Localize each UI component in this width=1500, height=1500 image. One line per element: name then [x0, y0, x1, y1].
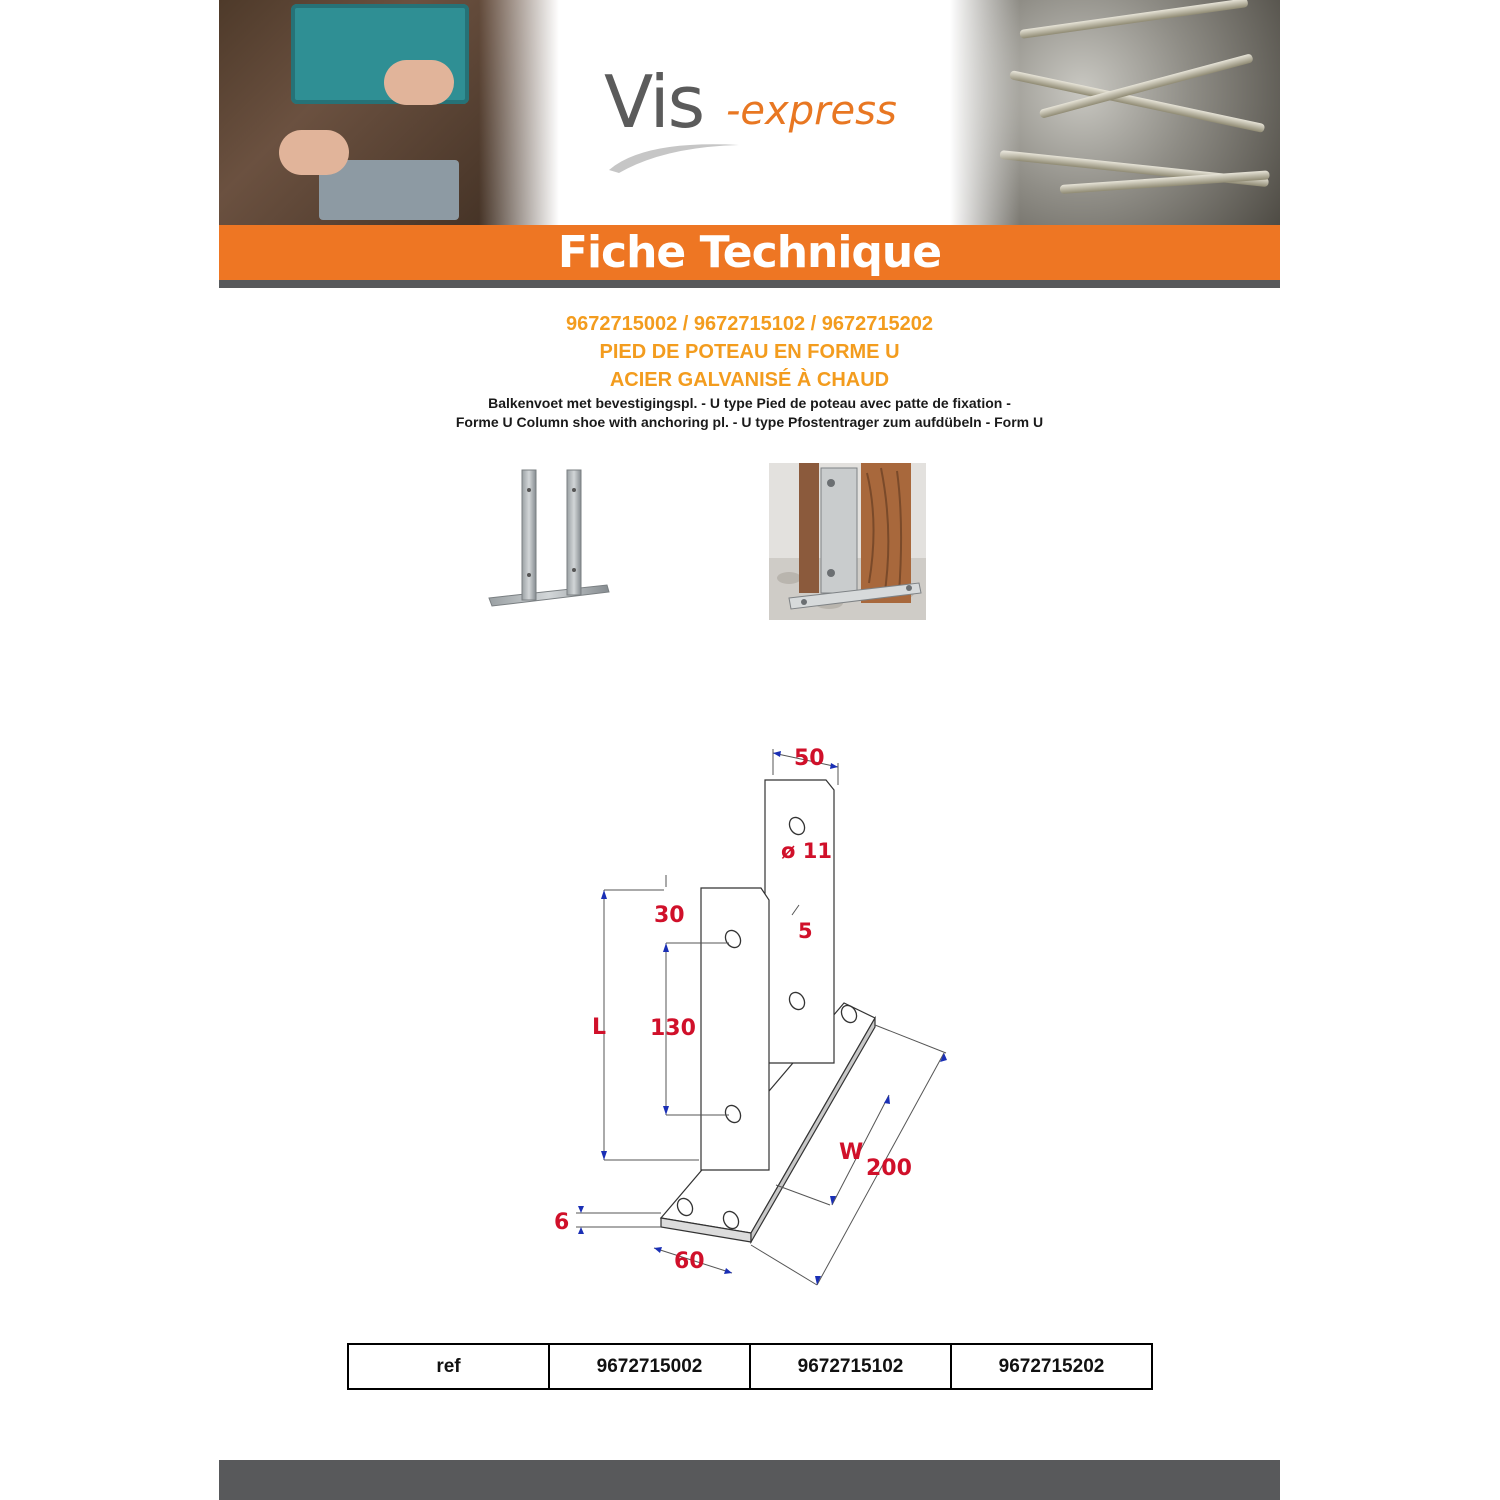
vis-express-logo — [604, 60, 904, 180]
dim-width-top: 50 — [794, 746, 825, 771]
table-ref-cell: 9672715102 — [750, 1344, 951, 1389]
screw-image — [1019, 0, 1248, 39]
divider — [219, 280, 1280, 288]
title-bar — [219, 225, 1280, 280]
product-name-line1: PIED DE POTEAU EN FORME U — [599, 341, 900, 363]
front-upright — [701, 888, 769, 1170]
dim-plate-length: 200 — [866, 1156, 912, 1181]
workshop-photo — [219, 0, 559, 225]
screws-photo — [950, 0, 1280, 225]
dim-w-label: W — [839, 1140, 864, 1165]
dim-hole-spacing: 130 — [650, 1016, 696, 1041]
product-name-line2: ACIER GALVANISÉ À CHAUD — [609, 369, 890, 391]
logo-vis-text: Vis — [604, 60, 704, 144]
reference-table — [347, 1343, 1153, 1390]
hand-image — [384, 60, 454, 105]
dim-hole-diameter: ø 11 — [781, 839, 832, 863]
header-banner — [219, 0, 1280, 225]
product-desc-line1: Balkenvoet met bevestigingspl. - U type Pied de poteau avec patte de fixation - — [488, 395, 1011, 411]
dim-plate-width: 60 — [674, 1249, 705, 1274]
product-titles — [219, 310, 1280, 432]
table-header-cell: ref — [348, 1344, 549, 1389]
dim-top-offset: 30 — [654, 903, 685, 928]
logo-swoosh-icon — [604, 135, 744, 175]
product-desc-line2: Forme U Column shoe with anchoring pl. - U type Pfostentrager zum aufdübeln - Form U — [455, 414, 1044, 430]
product-photo — [487, 465, 612, 610]
banner-title: Fiche Technique — [557, 227, 942, 278]
logo-express-text: -express — [726, 88, 897, 134]
footer-bar — [219, 1460, 1280, 1500]
product-refs: 9672715002 / 9672715102 / 9672715202 — [565, 313, 934, 335]
hand-image — [279, 130, 349, 175]
technical-sheet-page — [219, 0, 1280, 1500]
dim-plate-thickness: 6 — [554, 1210, 570, 1235]
table-row — [348, 1344, 1152, 1389]
table-ref-cell: 9672715002 — [549, 1344, 750, 1389]
technical-drawing — [544, 735, 964, 1295]
screw-image — [1009, 70, 1265, 133]
table-ref-cell: 9672715202 — [951, 1344, 1152, 1389]
installation-photo — [769, 463, 926, 620]
dim-chamfer: 5 — [798, 919, 813, 943]
dim-length-label: L — [592, 1015, 607, 1040]
